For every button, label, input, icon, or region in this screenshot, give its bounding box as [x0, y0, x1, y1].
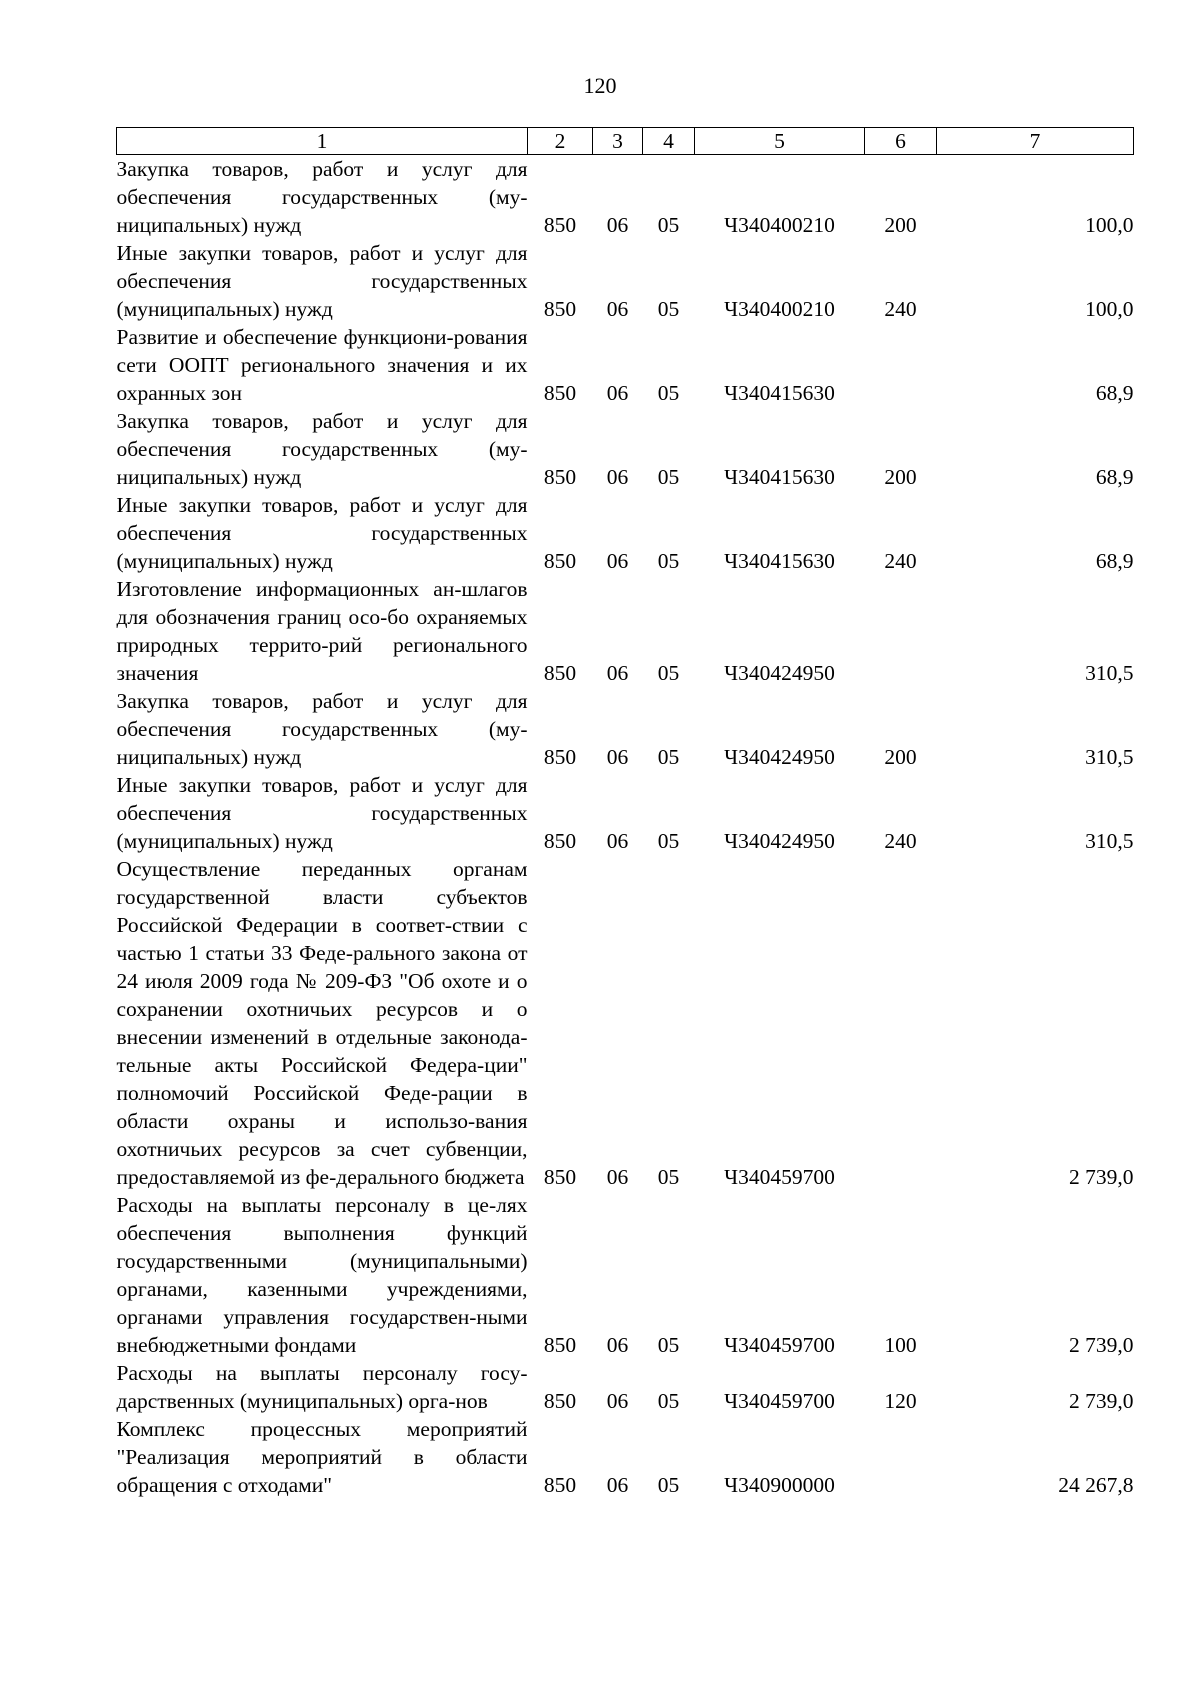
subsection-code-cell: 05	[657, 381, 680, 405]
section-code-cell: 06	[606, 745, 629, 769]
expense-type-cell: 200	[884, 745, 917, 769]
expense-type-cell	[865, 855, 937, 1191]
target-article-cell: Ч340424950	[724, 829, 835, 853]
row-description: Иные закупки товаров, работ и услуг для обеспечения государственных (муниципальных) нужд	[116, 493, 528, 573]
section-code-cell: 06	[606, 465, 629, 489]
section-code-cell: 06	[606, 1333, 629, 1357]
target-article-cell: Ч340400210	[724, 213, 835, 237]
table-row	[117, 771, 1134, 855]
section-code-cell: 06	[606, 549, 629, 573]
target-article-cell: Ч340900000	[724, 1473, 835, 1497]
row-description: Иные закупки товаров, работ и услуг для обеспечения государственных (муниципальных) нужд	[116, 241, 528, 321]
target-article-cell: Ч340415630	[724, 465, 835, 489]
amount-cell: 2 739,0	[1069, 1165, 1134, 1189]
row-description: Закупка товаров, работ и услуг для обеспечения государственных (му-ниципальных) нужд	[116, 409, 528, 489]
subsection-code-cell: 05	[657, 297, 680, 321]
table-row	[117, 239, 1134, 323]
column-header-5: 5	[695, 128, 865, 155]
amount-cell: 2 739,0	[1069, 1389, 1134, 1413]
subsection-code-cell: 05	[657, 1389, 680, 1413]
row-description: Изготовление информационных ан-шлагов для обозначения границ осо-бо охраняемых природных террито-рий регионального значения	[116, 577, 528, 685]
section-code-cell: 06	[606, 1473, 629, 1497]
ministry-code-cell: 850	[543, 297, 577, 321]
subsection-code-cell: 05	[657, 549, 680, 573]
expense-type-cell: 240	[884, 297, 917, 321]
table-row	[117, 1415, 1134, 1499]
table-row	[117, 575, 1134, 687]
ministry-code-cell: 850	[543, 829, 577, 853]
column-header-6: 6	[865, 128, 937, 155]
subsection-code-cell: 05	[657, 661, 680, 685]
ministry-code-cell: 850	[543, 1165, 577, 1189]
ministry-code-cell: 850	[543, 661, 577, 685]
expense-type-cell: 120	[884, 1389, 917, 1413]
target-article-cell: Ч340424950	[724, 745, 835, 769]
row-description: Закупка товаров, работ и услуг для обеспечения государственных (му-ниципальных) нужд	[116, 157, 528, 237]
column-number-header-row	[117, 128, 1134, 155]
subsection-code-cell: 05	[657, 745, 680, 769]
section-code-cell: 06	[606, 1389, 629, 1413]
amount-cell: 100,0	[1085, 213, 1134, 237]
table-row	[117, 155, 1134, 240]
amount-cell: 310,5	[1085, 829, 1134, 853]
expense-type-cell	[865, 575, 937, 687]
subsection-code-cell: 05	[657, 829, 680, 853]
table-row	[117, 1359, 1134, 1415]
amount-cell: 24 267,8	[1058, 1473, 1134, 1497]
table-row	[117, 491, 1134, 575]
amount-cell: 68,9	[1095, 549, 1134, 573]
column-header-1: 1	[117, 128, 528, 155]
table-row	[117, 407, 1134, 491]
section-code-cell: 06	[606, 1165, 629, 1189]
row-description: Осуществление переданных органам государственной власти субъектов Российской Федерации в соответ-ствии с частью 1 статьи 33 Феде-рального закона от 24 июля 2009 года № 209-ФЗ "Об охоте и о сохранении охотничьих ресурсов и о внесении изменений в отдельные законода-тельные акты Российской Федера-ции" полномочий Российской Феде-рации в области охраны и использо-вания охотничьих ресурсов за счет субвенции, предоставляемой из фе-дерального бюджета	[116, 857, 528, 1189]
table-row	[117, 855, 1134, 1191]
expense-type-cell	[865, 323, 937, 407]
ministry-code-cell: 850	[543, 1389, 577, 1413]
subsection-code-cell: 05	[657, 1473, 680, 1497]
expense-type-cell: 200	[884, 465, 917, 489]
expense-type-cell: 100	[884, 1333, 917, 1357]
column-header-2: 2	[528, 128, 593, 155]
page-number: 120	[583, 73, 617, 98]
row-description: Комплекс процессных мероприятий "Реализация мероприятий в области обращения с отходами"	[116, 1417, 528, 1497]
subsection-code-cell: 05	[657, 213, 680, 237]
target-article-cell: Ч340415630	[724, 381, 835, 405]
amount-cell: 310,5	[1085, 745, 1134, 769]
expense-type-cell: 240	[884, 549, 917, 573]
target-article-cell: Ч340459700	[724, 1333, 835, 1357]
budget-table	[116, 127, 1134, 1499]
ministry-code-cell: 850	[543, 1473, 577, 1497]
expense-type-cell: 240	[884, 829, 917, 853]
ministry-code-cell: 850	[543, 213, 577, 237]
target-article-cell: Ч340424950	[724, 661, 835, 685]
expense-type-cell	[865, 1415, 937, 1499]
table-row	[117, 687, 1134, 771]
target-article-cell: Ч340415630	[724, 549, 835, 573]
ministry-code-cell: 850	[543, 1333, 577, 1357]
ministry-code-cell: 850	[543, 465, 577, 489]
section-code-cell: 06	[606, 661, 629, 685]
column-header-3: 3	[593, 128, 643, 155]
target-article-cell: Ч340459700	[724, 1389, 835, 1413]
budget-table-body	[117, 155, 1134, 1500]
section-code-cell: 06	[606, 297, 629, 321]
row-description: Расходы на выплаты персоналу в це-лях обеспечения выполнения функций государственными (муниципальными) органами, казенными учреждениями, органами управления государствен-ными внебюджетными фондами	[116, 1193, 528, 1357]
subsection-code-cell: 05	[657, 1333, 680, 1357]
amount-cell: 100,0	[1085, 297, 1134, 321]
subsection-code-cell: 05	[657, 1165, 680, 1189]
ministry-code-cell: 850	[543, 549, 577, 573]
amount-cell: 310,5	[1085, 661, 1134, 685]
table-row	[117, 323, 1134, 407]
target-article-cell: Ч340459700	[724, 1165, 835, 1189]
amount-cell: 68,9	[1095, 465, 1134, 489]
row-description: Расходы на выплаты персоналу госу-дарственных (муниципальных) орга-нов	[116, 1361, 528, 1413]
ministry-code-cell: 850	[543, 745, 577, 769]
target-article-cell: Ч340400210	[724, 297, 835, 321]
section-code-cell: 06	[606, 829, 629, 853]
row-description: Иные закупки товаров, работ и услуг для обеспечения государственных (муниципальных) нужд	[116, 773, 528, 853]
section-code-cell: 06	[606, 213, 629, 237]
subsection-code-cell: 05	[657, 465, 680, 489]
row-description: Закупка товаров, работ и услуг для обеспечения государственных (му-ниципальных) нужд	[116, 689, 528, 769]
table-row	[117, 1191, 1134, 1359]
ministry-code-cell: 850	[543, 381, 577, 405]
column-header-7: 7	[937, 128, 1134, 155]
row-description: Развитие и обеспечение функциони-рования сети ООПТ регионального значения и их охранных зон	[116, 325, 528, 405]
amount-cell: 68,9	[1095, 381, 1134, 405]
section-code-cell: 06	[606, 381, 629, 405]
column-header-4: 4	[643, 128, 695, 155]
amount-cell: 2 739,0	[1069, 1333, 1134, 1357]
expense-type-cell: 200	[884, 213, 917, 237]
